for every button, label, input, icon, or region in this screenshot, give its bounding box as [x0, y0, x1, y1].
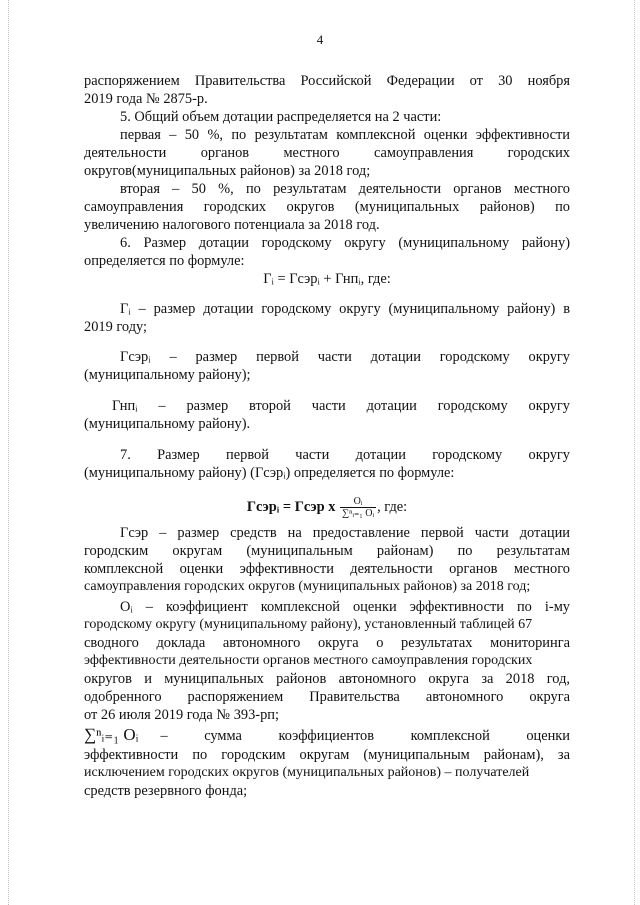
text-line: первая – 50 %, по результатам комплексной оценки эффективности: [120, 127, 570, 143]
text-line: увеличению налогового потенциала за 2018 год.: [84, 217, 380, 233]
text-line: одобренного распоряжением Правительства автономного округа: [84, 689, 570, 705]
text-line: – сумма коэффициентов комплексной оценки: [160, 728, 570, 744]
text-line: деятельности органов местного самоуправления городских: [84, 145, 570, 161]
text-line: комплексной оценки эффективности деятельности органов местного: [84, 561, 570, 577]
text-line: эффективности по городским округам (муниципальным районам), за: [84, 747, 570, 763]
sum-definition-line: [84, 726, 570, 745]
text-line: 7. Размер первой части дотации городскому округу: [120, 447, 570, 463]
text-line: округов(муниципальных районов) за 2018 год;: [84, 163, 371, 179]
text-line: сводного доклада автономного округа о результатах мониторинга: [84, 635, 570, 651]
formula-suffix: , где:: [377, 499, 408, 515]
text-line: городскому округу (муниципальному району), установленный таблицей 67: [84, 617, 533, 632]
text-line: от 26 июля 2019 года № 393-рп;: [84, 707, 279, 723]
text-line: самоуправления городских округов (муниципальных районов) за 2018 год;: [84, 579, 531, 594]
text-line: распоряжением Правительства Российской Федерации от 30 ноября: [84, 73, 570, 89]
page-number: 4: [316, 32, 324, 47]
formula-first-part: [84, 494, 570, 520]
sum-symbol: ∑ⁿᵢ₌₁ Oᵢ: [84, 725, 139, 744]
scan-edge-right: [634, 0, 636, 905]
text-line: 5. Общий объем дотации распределяется на 2 части:: [120, 109, 442, 125]
fraction-denominator: ∑ⁿᵢ₌₁ Oᵢ: [342, 508, 375, 520]
text-line: определяется по формуле:: [84, 253, 245, 269]
text-line: округов и муниципальных районов автономного округа за 2018 год,: [84, 671, 570, 687]
text-line: Гᵢ – размер дотации городскому округу (муниципальному району) в: [120, 301, 570, 317]
text-line: эффективности деятельности органов местного самоуправления городских: [84, 653, 533, 668]
formula-dotation: Гᵢ = Гсэрᵢ + Гнпᵢ, где:: [263, 271, 391, 287]
text-line: городским округам (муниципальным районам) по результатам: [84, 543, 570, 559]
text-line: самоуправления городских округов (муниципальных районов) по: [84, 199, 570, 215]
text-line: (муниципальному району).: [84, 416, 251, 432]
text-line: 6. Размер дотации городскому округу (муниципальному району): [120, 235, 570, 251]
formula-fraction: [340, 496, 376, 519]
text-line: 2019 года № 2875-р.: [84, 91, 208, 107]
text-line: Гнпᵢ – размер второй части дотации городскому округу: [112, 398, 570, 414]
scan-edge-left: [8, 0, 10, 905]
formula-lhs: Гсэрᵢ = Гсэр x: [246, 499, 336, 515]
text-line: Oᵢ – коэффициент комплексной оценки эффективности по i-му: [120, 599, 570, 615]
text-line: (муниципальному району) (Гсэрᵢ) определяется по формуле:: [84, 465, 455, 481]
text-line: исключением городских округов (муниципальных районов) – получателей: [84, 765, 530, 780]
fraction-numerator: Oᵢ: [340, 496, 376, 508]
text-line: (муниципальному району);: [84, 367, 251, 383]
text-line: 2019 году;: [84, 319, 148, 335]
text-line: средств резервного фонда;: [84, 783, 248, 799]
text-line: Гсэр – размер средств на предоставление первой части дотации: [120, 525, 570, 541]
text-line: Гсэрᵢ – размер первой части дотации городскому округу: [120, 349, 570, 365]
text-line: вторая – 50 %, по результатам деятельности органов местного: [120, 181, 570, 197]
